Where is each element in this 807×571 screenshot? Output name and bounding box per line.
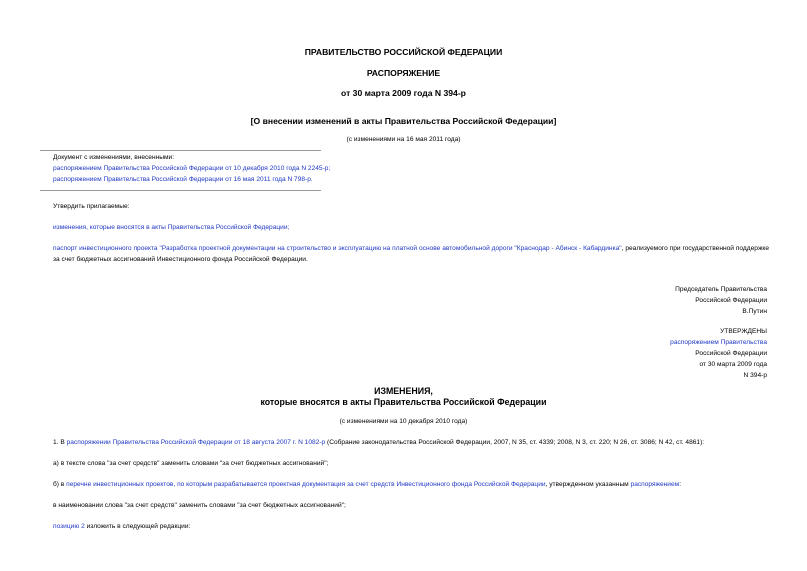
approved-line-5: N 394-р bbox=[743, 372, 767, 379]
approved-line-4: от 30 марта 2009 года bbox=[699, 361, 767, 368]
passport-link[interactable]: паспорт инвестиционного проекта "Разработка проектной документации на строительство и эксплуатацию на платной основе автомобильной дороги "Краснодар - Абинск - Кабардинка" bbox=[53, 245, 622, 252]
order-link[interactable]: распоряжением bbox=[630, 481, 680, 488]
pd-postfix: изложить в следующей редакции: bbox=[84, 523, 191, 530]
approve-text: Утвердить прилагаемые: bbox=[53, 203, 130, 210]
position-2-link[interactable]: позицию 2 bbox=[53, 523, 85, 530]
paragraph-c: в наименовании слова "за счет средств" заменить словами "за счет бюджетных ассигнований"; bbox=[53, 502, 346, 509]
pb-middle: , утвержденном указанным bbox=[545, 481, 631, 488]
changes-title: ИЗМЕНЕНИЯ, bbox=[374, 386, 433, 396]
divider-bottom bbox=[40, 190, 321, 191]
signature-title: Председатель Правительства bbox=[675, 286, 767, 293]
approved-line-1: УТВЕРЖДЕНЫ bbox=[720, 328, 767, 335]
investment-projects-link[interactable]: перечне инвестиционных проектов, по которым разрабатывается проектная документация за счет средств Инвестиционного фонда Российской Федерации bbox=[66, 481, 546, 488]
signature-name: В.Путин bbox=[742, 308, 767, 315]
document-title: [О внесении изменений в акты Правительства Российской Федерации] bbox=[250, 116, 557, 126]
paragraph-b bbox=[53, 479, 681, 490]
amendments-intro: Документ с изменениями, внесенными: bbox=[53, 154, 175, 161]
approved-line-3: Российской Федерации bbox=[695, 350, 767, 357]
changes-revision-note: (с изменениями на 10 декабря 2010 года) bbox=[339, 418, 468, 425]
order-1082-link[interactable]: распоряжении Правительства Российской Федерации от 18 августа 2007 г. N 1082-р bbox=[66, 439, 326, 446]
approved-line-2 bbox=[670, 337, 767, 348]
revision-note: (с изменениями на 16 мая 2011 года) bbox=[346, 136, 461, 143]
p1-prefix: 1. В bbox=[53, 439, 67, 446]
passport-paragraph bbox=[53, 243, 769, 265]
p1-postfix: (Собрание законодательства Российской Федерации, 2007, N 35, ст. 4339; 2008, N 3, ст. 220; N 26, ст. 3086; N 42, ст. 4861): bbox=[325, 439, 705, 446]
paragraph-1 bbox=[53, 437, 704, 448]
approved-link[interactable]: распоряжением Правительства bbox=[670, 339, 767, 346]
signature-org: Российской Федерации bbox=[695, 297, 767, 304]
document-type: РАСПОРЯЖЕНИЕ bbox=[366, 68, 441, 78]
paragraph-d bbox=[53, 521, 190, 532]
paragraph-a: а) в тексте слова "за счет средств" заменить словами "за счет бюджетных ассигнований"; bbox=[53, 460, 329, 467]
government-heading: ПРАВИТЕЛЬСТВО РОССИЙСКОЙ ФЕДЕРАЦИИ bbox=[304, 47, 503, 57]
changes-subtitle: которые вносятся в акты Правительства Российской Федерации bbox=[260, 397, 547, 407]
pb-postfix: : bbox=[679, 481, 682, 488]
document-date-number: от 30 марта 2009 года N 394-р bbox=[341, 88, 466, 98]
amendment-link-1[interactable]: распоряжением Правительства Российской Федерации от 10 декабря 2010 года N 2245-р; bbox=[53, 165, 331, 172]
divider-top bbox=[40, 150, 321, 151]
passport-tail: , реализуемого при государственной поддержке за счет бюджетных ассигнований Инвестиционного фонда Российской Федерации. bbox=[53, 245, 769, 263]
changes-link[interactable]: изменения, которые вносятся в акты Правительства Российской Федерации; bbox=[53, 224, 290, 231]
amendment-link-2[interactable]: распоряжением Правительства Российской Федерации от 16 мая 2011 года N 798-р. bbox=[53, 176, 313, 183]
pb-prefix: б) в bbox=[53, 481, 67, 488]
